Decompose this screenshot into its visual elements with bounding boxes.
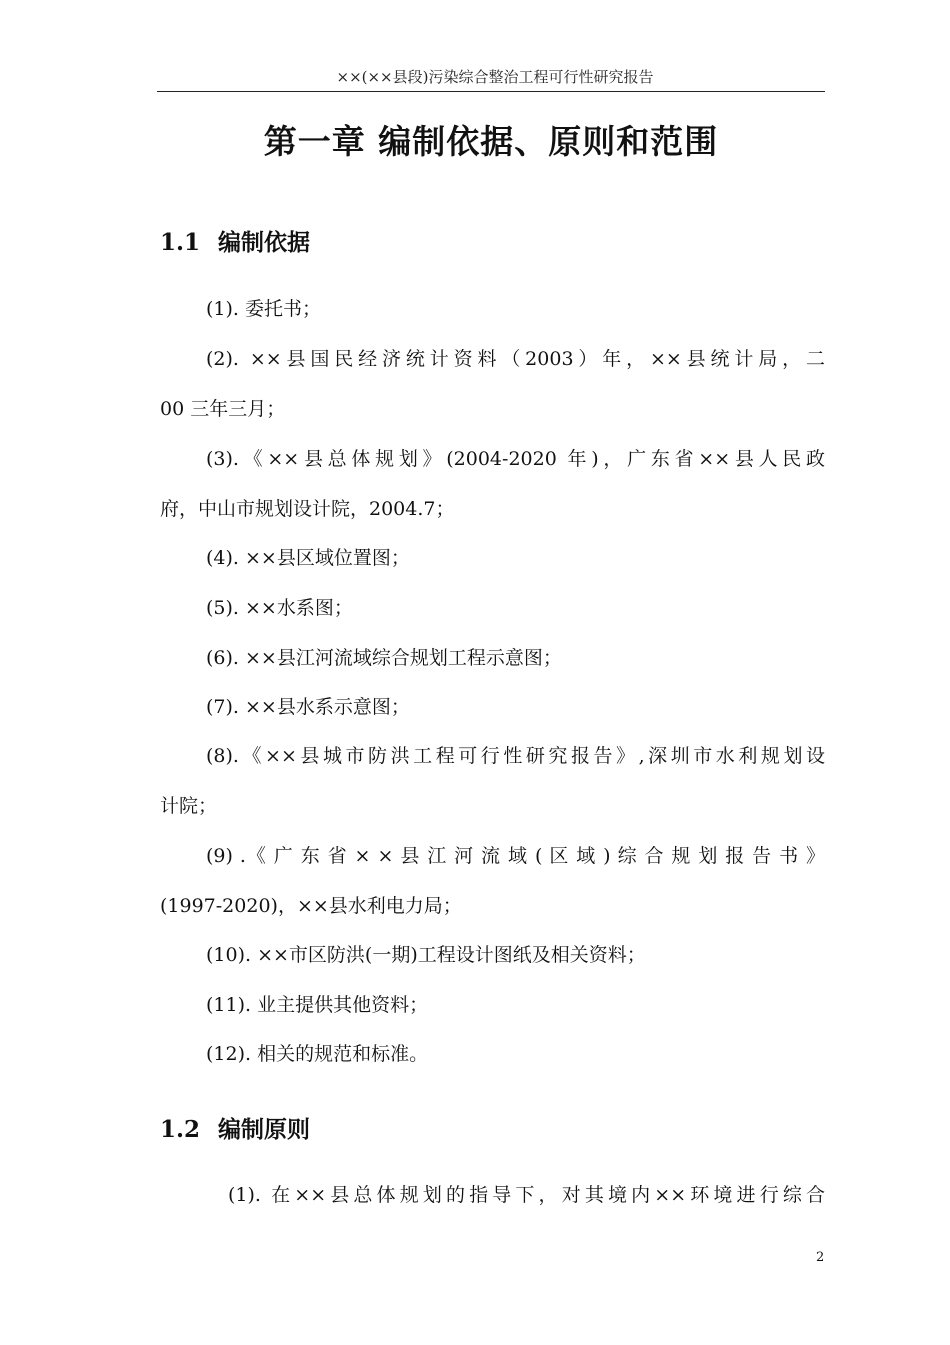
- header-divider: [157, 91, 825, 92]
- list-item: [160, 284, 825, 334]
- list-item: [160, 682, 825, 732]
- list-item: [160, 1029, 825, 1079]
- list-item-continuation: 计院；: [160, 795, 218, 817]
- section-title: 编制依据: [218, 229, 310, 256]
- section-heading-1-1: [160, 224, 310, 257]
- list-item-continuation: 00 三年三月；: [160, 398, 286, 420]
- section-number: 1.2: [160, 1116, 201, 1143]
- header-title: ××(××县段)污染综合整治工程可行性研究报告: [336, 68, 654, 86]
- list-item: [160, 1170, 825, 1220]
- list-item-text: (1). 委托书；: [206, 298, 321, 320]
- list-item: [160, 334, 825, 434]
- page-number: 2: [816, 1250, 825, 1265]
- list-item-text: (11). 业主提供其他资料；: [206, 994, 429, 1016]
- list-item-text: (4). ××县区域位置图；: [206, 547, 410, 569]
- section-number: 1.1: [160, 229, 201, 256]
- list-item: [160, 434, 825, 534]
- list-item: [160, 980, 825, 1030]
- list-item-text: (2). ××县国民经济统计资料（2003）年，××县统计局，二: [206, 348, 825, 370]
- list-item-text: (10). ××市区防洪(一期)工程设计图纸及相关资料；: [206, 944, 646, 966]
- list-item-text: (12). 相关的规范和标准。: [206, 1043, 429, 1065]
- list-item: [160, 583, 825, 633]
- section-heading-1-2: [160, 1111, 310, 1144]
- list-item-text: (3).《××县总体规划》(2004-2020 年)，广东省××县人民政: [206, 448, 825, 470]
- list-item-text: (9) .《 广 东 省 × × 县 江 河 流 域 ( 区 域 ) 综 合 规 划 报 告 书 》: [206, 845, 825, 867]
- list-item: [160, 831, 825, 931]
- section-title: 编制原则: [218, 1116, 310, 1143]
- list-item-text: (5). ××水系图；: [206, 597, 353, 619]
- list-item: [160, 731, 825, 831]
- list-item-continuation: (1997-2020)，××县水利电力局；: [160, 895, 462, 917]
- list-item: [160, 930, 825, 980]
- chapter-title: 第一章 编制依据、原则和范围: [263, 122, 719, 161]
- list-item-text: (6). ××县江河流域综合规划工程示意图；: [206, 647, 562, 669]
- list-item-text: (1). 在××县总体规划的指导下，对其境内××环境进行综合: [228, 1184, 825, 1206]
- list-item: [160, 533, 825, 583]
- list-item-text: (7). ××县水系示意图；: [206, 696, 410, 718]
- list-item-continuation: 府，中山市规划设计院，2004.7；: [160, 498, 455, 520]
- list-item: [160, 633, 825, 683]
- list-item-text: (8).《××县城市防洪工程可行性研究报告》,深圳市水利规划设: [206, 745, 825, 767]
